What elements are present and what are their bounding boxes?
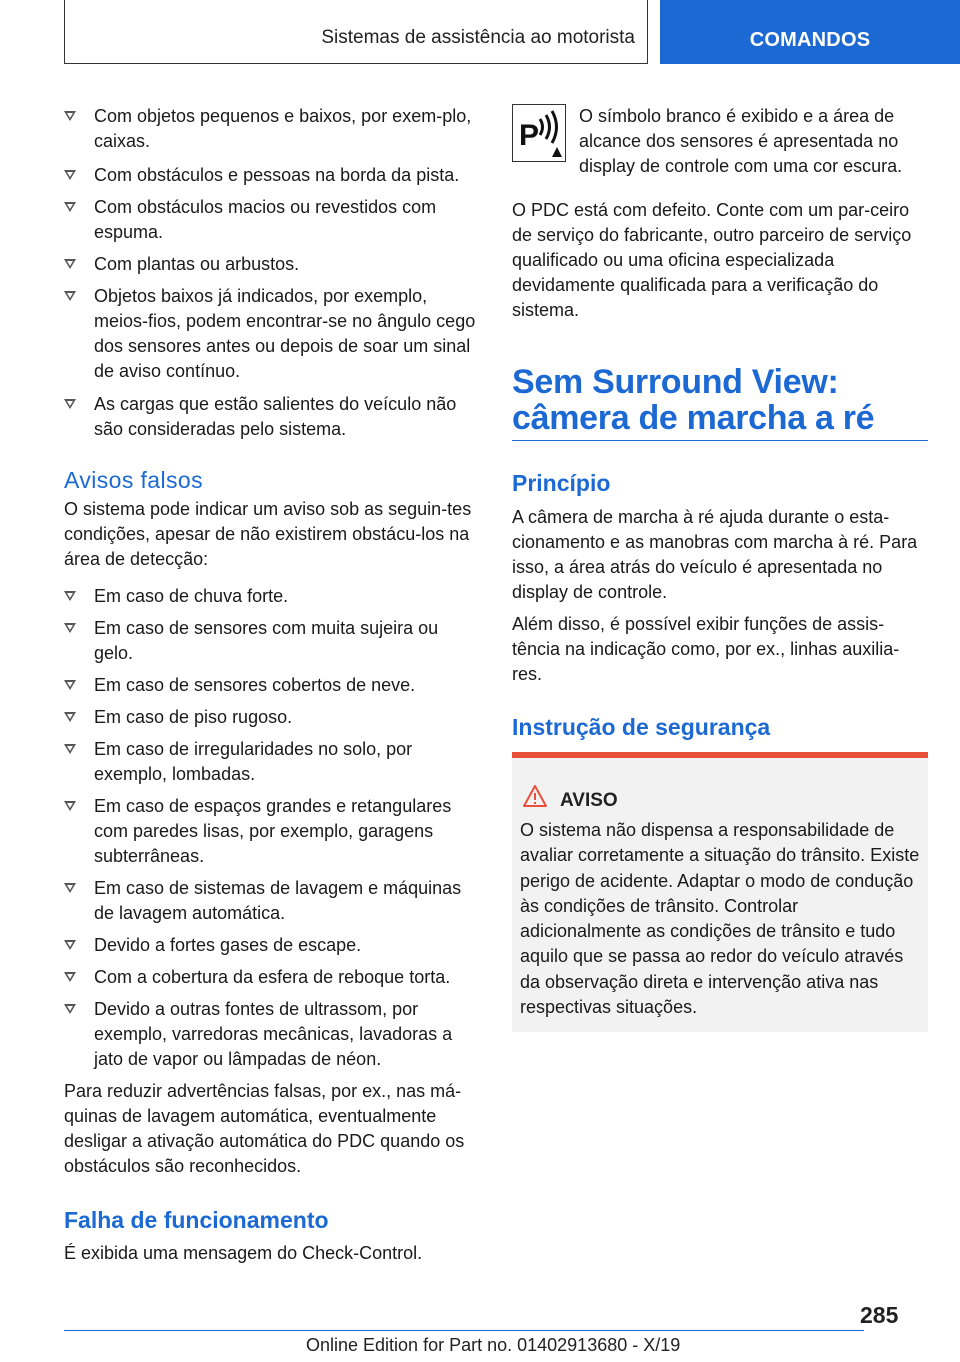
safety-heading: Instrução de segurança [512, 714, 771, 740]
list-item: Em caso de sensores cobertos de neve. [64, 673, 480, 698]
triangle-bullet-icon [64, 259, 76, 269]
triangle-bullet-icon [64, 744, 76, 754]
list-item: Com obstáculos e pessoas na borda da pista. [64, 163, 480, 188]
triangle-bullet-icon [64, 712, 76, 722]
list-item: Em caso de sensores com muita sujeira ou gelo. [64, 616, 480, 666]
warning-text: O sistema não dispensa a responsabilidade de avaliar corretamente a situação do trânsito. Existe perigo de acidente. Adaptar o modo de condução às condições de trânsito. Controlar adicionalmente as condições de trânsito e tudo aquilo que se passa ao redor do veículo através da observação direta e intervenção ativa nas respectivas situações. [520, 820, 920, 1018]
chapter-tab[interactable]: COMANDOS [660, 0, 960, 64]
list-item: Em caso de sistemas de lavagem e máquinas de lavagem automática. [64, 876, 480, 926]
main-heading-line1: Sem Surround View: [512, 363, 839, 401]
list-item: Com plantas ou arbustos. [64, 252, 480, 277]
main-heading-line2: câmera de marcha a ré [512, 399, 875, 437]
page-header [0, 0, 960, 66]
list-item: Em caso de espaços grandes e retangulares com paredes lisas, por exemplo, garagens subterrâneas. [64, 794, 480, 869]
warning-title: AVISO [560, 790, 618, 811]
list-item: Em caso de chuva forte. [64, 584, 480, 609]
section-title: Sistemas de assistência ao motorista [64, 0, 648, 64]
list-item: Com objetos pequenos e baixos, por exem-plo, caixas. [64, 104, 480, 154]
warning-triangle-icon [522, 784, 548, 808]
triangle-bullet-icon [64, 972, 76, 982]
malfunction-heading: Falha de funcionamento [64, 1207, 329, 1233]
triangle-bullet-icon [64, 202, 76, 212]
svg-text:P: P [519, 119, 540, 152]
triangle-bullet-icon [64, 170, 76, 180]
footer-divider [64, 1330, 864, 1331]
triangle-bullet-icon [64, 291, 76, 301]
malfunction-text: É exibida uma mensagem do Check-Control. [64, 1243, 423, 1263]
icon-caption: O símbolo branco é exibido e a área de alcance dos sensores é apresentada no display de controle com uma cor escura. [579, 106, 903, 176]
list-item: As cargas que estão salientes do veículo não são consideradas pelo sistema. [64, 392, 480, 442]
triangle-bullet-icon [64, 399, 76, 409]
list-item: Com obstáculos macios ou revestidos com espuma. [64, 195, 480, 245]
footer-edition: Online Edition for Part no. 01402913680 - X/19 [306, 1335, 681, 1355]
defect-text: O PDC está com defeito. Conte com um par-ceiro de serviço do fabricante, outro parceiro de serviço qualificado ou uma oficina especializada devidamente qualificada para a verificação do sistema. [512, 200, 912, 320]
false-warnings-intro: O sistema pode indicar um aviso sob as seguin-tes condições, apesar de não existirem obstácu-los na área de detecção: [64, 499, 472, 569]
false-warnings-heading: Avisos falsos [64, 467, 203, 493]
triangle-bullet-icon [64, 883, 76, 893]
list-item: Em caso de piso rugoso. [64, 705, 480, 730]
principle-extra-text: Além disso, é possível exibir funções de assis-tência na indicação como, por ex., linhas auxilia-res. [512, 614, 900, 684]
principle-text: A câmera de marcha à ré ajuda durante o esta-cionamento e as manobras com marcha à ré. Para isso, a área atrás do veículo é apresentada no display de controle. [512, 507, 918, 602]
list-item: Devido a fortes gases de escape. [64, 933, 480, 958]
principle-heading: Princípio [512, 470, 611, 496]
list-item: Objetos baixos já indicados, por exemplo, meios-fios, podem encontrar-se no ângulo cego dos sensores antes ou depois de soar um sinal de aviso contínuo. [64, 284, 480, 384]
triangle-bullet-icon [64, 801, 76, 811]
triangle-bullet-icon [64, 111, 76, 121]
triangle-bullet-icon [64, 623, 76, 633]
warning-box [512, 752, 928, 1032]
triangle-bullet-icon [64, 591, 76, 601]
heading-divider [512, 440, 928, 441]
reduce-warnings-text: Para reduzir advertências falsas, por ex., nas má-quinas de lavagem automática, eventualmente desligar a ativação automática do PDC quando os obstáculos são reconhecidos. [64, 1081, 465, 1176]
list-item: Com a cobertura da esfera de reboque torta. [64, 965, 480, 990]
triangle-bullet-icon [64, 1004, 76, 1014]
pdc-sensor-icon [512, 104, 566, 162]
page-number: 285 [860, 1302, 899, 1328]
list-item: Em caso de irregularidades no solo, por exemplo, lombadas. [64, 737, 480, 787]
list-item: Devido a outras fontes de ultrassom, por exemplo, varredoras mecânicas, lavadoras a jato de vapor ou lâmpadas de néon. [64, 997, 480, 1072]
triangle-bullet-icon [64, 940, 76, 950]
triangle-bullet-icon [64, 680, 76, 690]
